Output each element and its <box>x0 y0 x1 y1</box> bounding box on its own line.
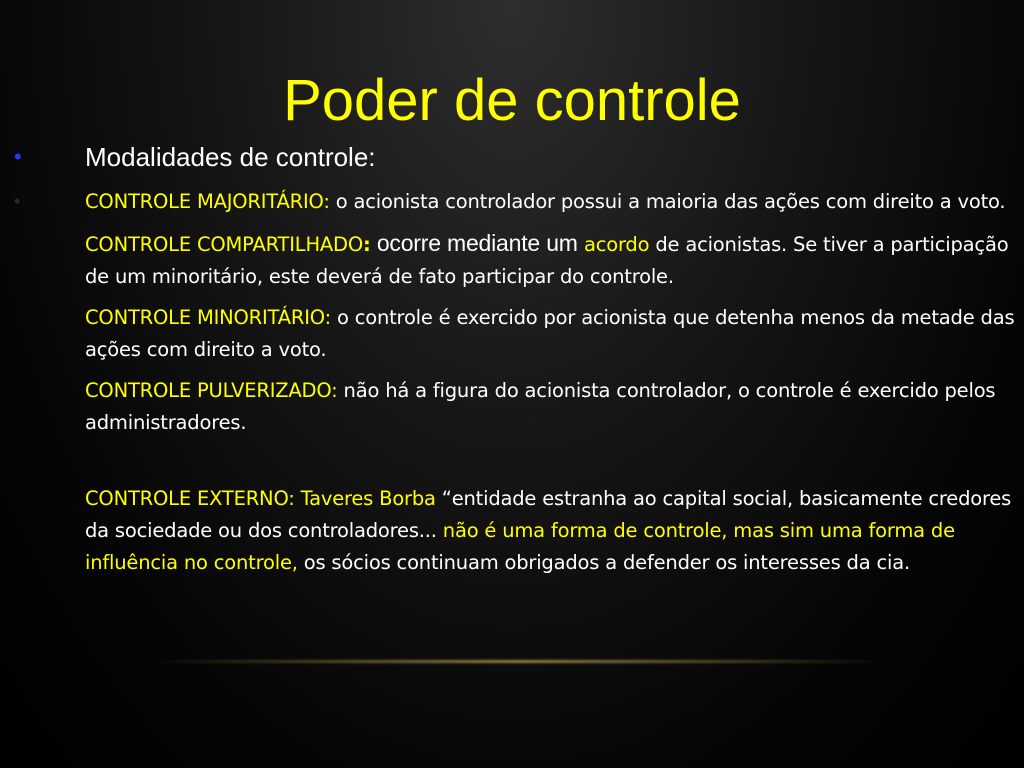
bullet-icon-secondary: • <box>14 191 21 211</box>
item-text: “entidade estranha ao capital social, basicamente credores da sociedade ou dos controladores... <box>85 487 1012 542</box>
item-controle-externo <box>85 483 1015 579</box>
item-text: ocorre mediante um <box>370 230 584 256</box>
decorative-glow-line <box>150 660 890 663</box>
item-highlight: acordo <box>583 233 650 256</box>
item-label: CONTROLE EXTERNO: Taveres Borba <box>85 487 436 510</box>
item-text: não há a figura do acionista controlador, o controle é exercido pelos administradores. <box>85 379 996 434</box>
item-text-continued: os sócios continuam obrigados a defender os interesses da cia. <box>297 551 910 574</box>
item-text: o controle é exercido por acionista que detenha menos da metade das ações com direito a voto. <box>85 306 1015 361</box>
item-label: CONTROLE MAJORITÁRIO <box>85 190 324 213</box>
section-heading: Modalidades de controle: <box>85 142 376 172</box>
item-separator: : <box>323 190 330 213</box>
item-label: CONTROLE COMPARTILHADO <box>85 233 364 256</box>
item-controle-compartilhado <box>85 227 1015 293</box>
slide-content <box>85 140 1015 588</box>
item-controle-pulverizado <box>85 375 1015 439</box>
item-controle-minoritario <box>85 302 1015 366</box>
item-text: o acionista controlador possui a maioria das ações com direito a voto. <box>329 190 1006 213</box>
item-label: CONTROLE PULVERIZADO: <box>85 379 338 402</box>
item-highlight: não é uma forma de controle, mas sim uma forma de influência no controle, <box>85 519 955 574</box>
item-text-continued: de acionistas. Se tiver a participação de um minoritário, este deverá de fato participar do controle. <box>85 233 1009 288</box>
bullet-icon: • <box>14 144 22 169</box>
item-separator: : <box>363 233 371 256</box>
item-label: CONTROLE MINORITÁRIO: <box>85 306 331 329</box>
item-controle-majoritario <box>85 186 1015 218</box>
slide-title: Poder de controle <box>283 68 741 133</box>
